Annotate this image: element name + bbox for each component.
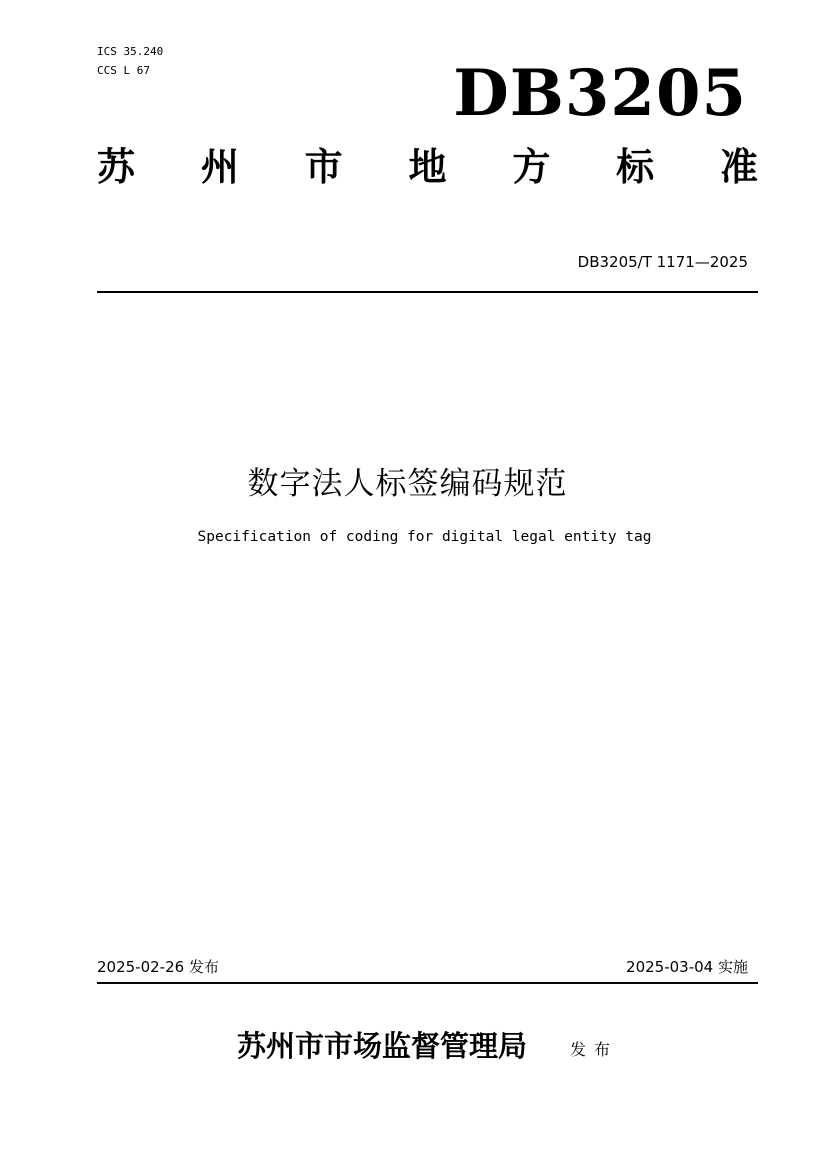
db-code-heading: DB3205 <box>453 56 747 131</box>
standard-type-char: 市 <box>304 143 343 189</box>
top-divider <box>97 291 758 293</box>
bottom-divider <box>97 982 758 984</box>
implement-date: 2025-03-04 实施 <box>626 958 748 976</box>
standard-type-char: 方 <box>512 143 551 189</box>
document-title-english: Specification of coding for digital legal entity tag <box>197 529 652 545</box>
document-title-chinese: 数字法人标签编码规范 <box>247 466 568 502</box>
standard-type-char: 苏 <box>97 143 136 189</box>
standard-type-char: 地 <box>408 143 447 189</box>
standard-type-char: 标 <box>616 143 655 189</box>
ics-code: ICS 35.240 <box>97 45 164 58</box>
publish-date: 2025-02-26 发布 <box>97 958 219 976</box>
standard-number: DB3205/T 1171—2025 <box>577 253 748 271</box>
standard-type-char: 州 <box>200 143 239 189</box>
issuing-authority: 苏州市市场监督管理局 <box>237 1029 528 1063</box>
issue-label: 发布 <box>570 1040 619 1059</box>
standard-type-heading <box>97 138 758 188</box>
classification-codes <box>97 42 163 80</box>
standard-type-char: 准 <box>719 143 758 189</box>
ccs-code: CCS L 67 <box>97 64 150 77</box>
